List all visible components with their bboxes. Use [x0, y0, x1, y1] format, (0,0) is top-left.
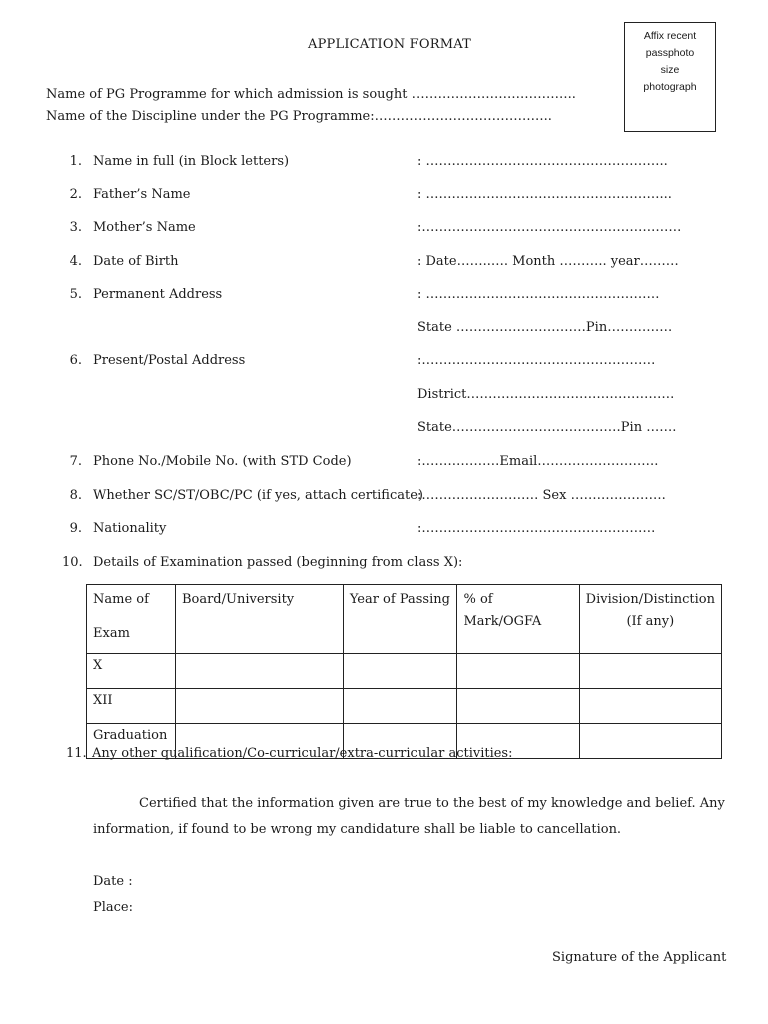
- photo-box: [624, 22, 716, 132]
- header-text: Exam: [93, 626, 130, 641]
- exam-name-cell: XII: [87, 689, 176, 724]
- present-address-field[interactable]: :………………………………………………: [417, 353, 656, 368]
- declaration-line-2: information, if found to be wrong my candidature shall be liable to cancellation.: [93, 822, 622, 837]
- permanent-state-pin-field[interactable]: State …………………………Pin……………: [417, 320, 673, 335]
- header-text: Division/Distinction: [585, 592, 715, 607]
- photo-box-line: size: [660, 64, 680, 76]
- nationality-field[interactable]: :………………………………………………: [417, 521, 656, 536]
- field-number: 5.: [69, 287, 82, 302]
- field-label: Date of Birth: [93, 254, 179, 269]
- field-number: 3.: [69, 220, 82, 235]
- field-label: Whether SC/ST/OBC/PC (if yes, attach certificate): [93, 488, 424, 503]
- header-text: Name of: [93, 592, 149, 607]
- field-label: Details of Examination passed (beginning from class X):: [93, 555, 463, 570]
- date-of-birth-field[interactable]: : Date……..…. Month ……….. year………: [417, 254, 679, 269]
- father-name-field[interactable]: : ………………………………………………...: [417, 187, 672, 202]
- declaration-line-1: Certified that the information given are true to the best of my knowledge and belief. Any: [139, 796, 725, 811]
- photo-box-line: passphoto: [645, 47, 695, 59]
- place-label: Place:: [93, 900, 134, 915]
- form-title: APPLICATION FORMAT: [308, 37, 471, 52]
- present-state-pin-field[interactable]: State…………………………………Pin …….: [417, 420, 677, 435]
- column-header-board: [175, 585, 343, 654]
- field-label: Name in full (in Block letters): [93, 154, 290, 169]
- header-text: % of Mark/OGFA: [463, 592, 542, 629]
- exam-name-cell: X: [87, 654, 176, 689]
- board-cell[interactable]: [175, 689, 343, 724]
- field-number: 9.: [69, 521, 82, 536]
- signature-label: Signature of the Applicant: [552, 950, 727, 965]
- photo-box-line: Affix recent: [643, 30, 697, 42]
- permanent-address-field[interactable]: : ………………………………………………: [417, 287, 660, 302]
- table-row: [87, 689, 722, 724]
- table-header-row: [87, 585, 722, 654]
- exam-details-table: [86, 584, 722, 759]
- field-label: Father’s Name: [93, 187, 191, 202]
- category-sex-field[interactable]: :……………………… Sex ………………….: [417, 488, 666, 503]
- other-qualification-label: Any other qualification/Co-curricular/extra-curricular activities:: [92, 746, 513, 761]
- field-number: 11.: [66, 746, 87, 761]
- board-cell[interactable]: [175, 654, 343, 689]
- phone-email-field[interactable]: :………………Email……………………….: [417, 454, 659, 469]
- year-cell[interactable]: [343, 689, 457, 724]
- header-text: Year of Passing: [349, 592, 450, 607]
- mother-name-field[interactable]: :……………………………………………………: [417, 220, 682, 235]
- header-text: (If any): [626, 614, 675, 629]
- date-label: Date :: [93, 874, 133, 889]
- field-label: Phone No./Mobile No. (with STD Code): [93, 454, 352, 469]
- field-number: 6.: [69, 353, 82, 368]
- district-field[interactable]: District…………………………………………: [417, 387, 675, 402]
- discipline-line[interactable]: Name of the Discipline under the PG Programme:…………………………………..: [46, 109, 552, 124]
- field-label: Present/Postal Address: [93, 353, 246, 368]
- marks-cell[interactable]: [457, 654, 579, 689]
- table-row: [87, 654, 722, 689]
- division-cell[interactable]: [579, 724, 721, 759]
- programme-line[interactable]: Name of PG Programme for which admission is sought ………………………………..: [46, 87, 576, 102]
- photo-box-line: photograph: [643, 81, 697, 93]
- column-header-exam: [87, 585, 176, 654]
- column-header-division: [579, 585, 721, 654]
- field-label: Permanent Address: [93, 287, 223, 302]
- header-text: Board/University: [181, 592, 295, 607]
- field-label: Nationality: [93, 521, 167, 536]
- field-number: 2.: [69, 187, 82, 202]
- division-cell[interactable]: [579, 654, 721, 689]
- column-header-year: [343, 585, 457, 654]
- field-label: Mother’s Name: [93, 220, 196, 235]
- division-cell[interactable]: [579, 689, 721, 724]
- marks-cell[interactable]: [457, 689, 579, 724]
- field-number: 8.: [69, 488, 82, 503]
- name-field[interactable]: : ………………………………………………..: [417, 154, 668, 169]
- field-number: 7.: [69, 454, 82, 469]
- exam-name-cell: Graduation: [87, 724, 176, 759]
- field-number: 10.: [62, 555, 83, 570]
- field-number: 4.: [69, 254, 82, 269]
- field-number: 1.: [69, 154, 82, 169]
- column-header-marks: [457, 585, 579, 654]
- year-cell[interactable]: [343, 654, 457, 689]
